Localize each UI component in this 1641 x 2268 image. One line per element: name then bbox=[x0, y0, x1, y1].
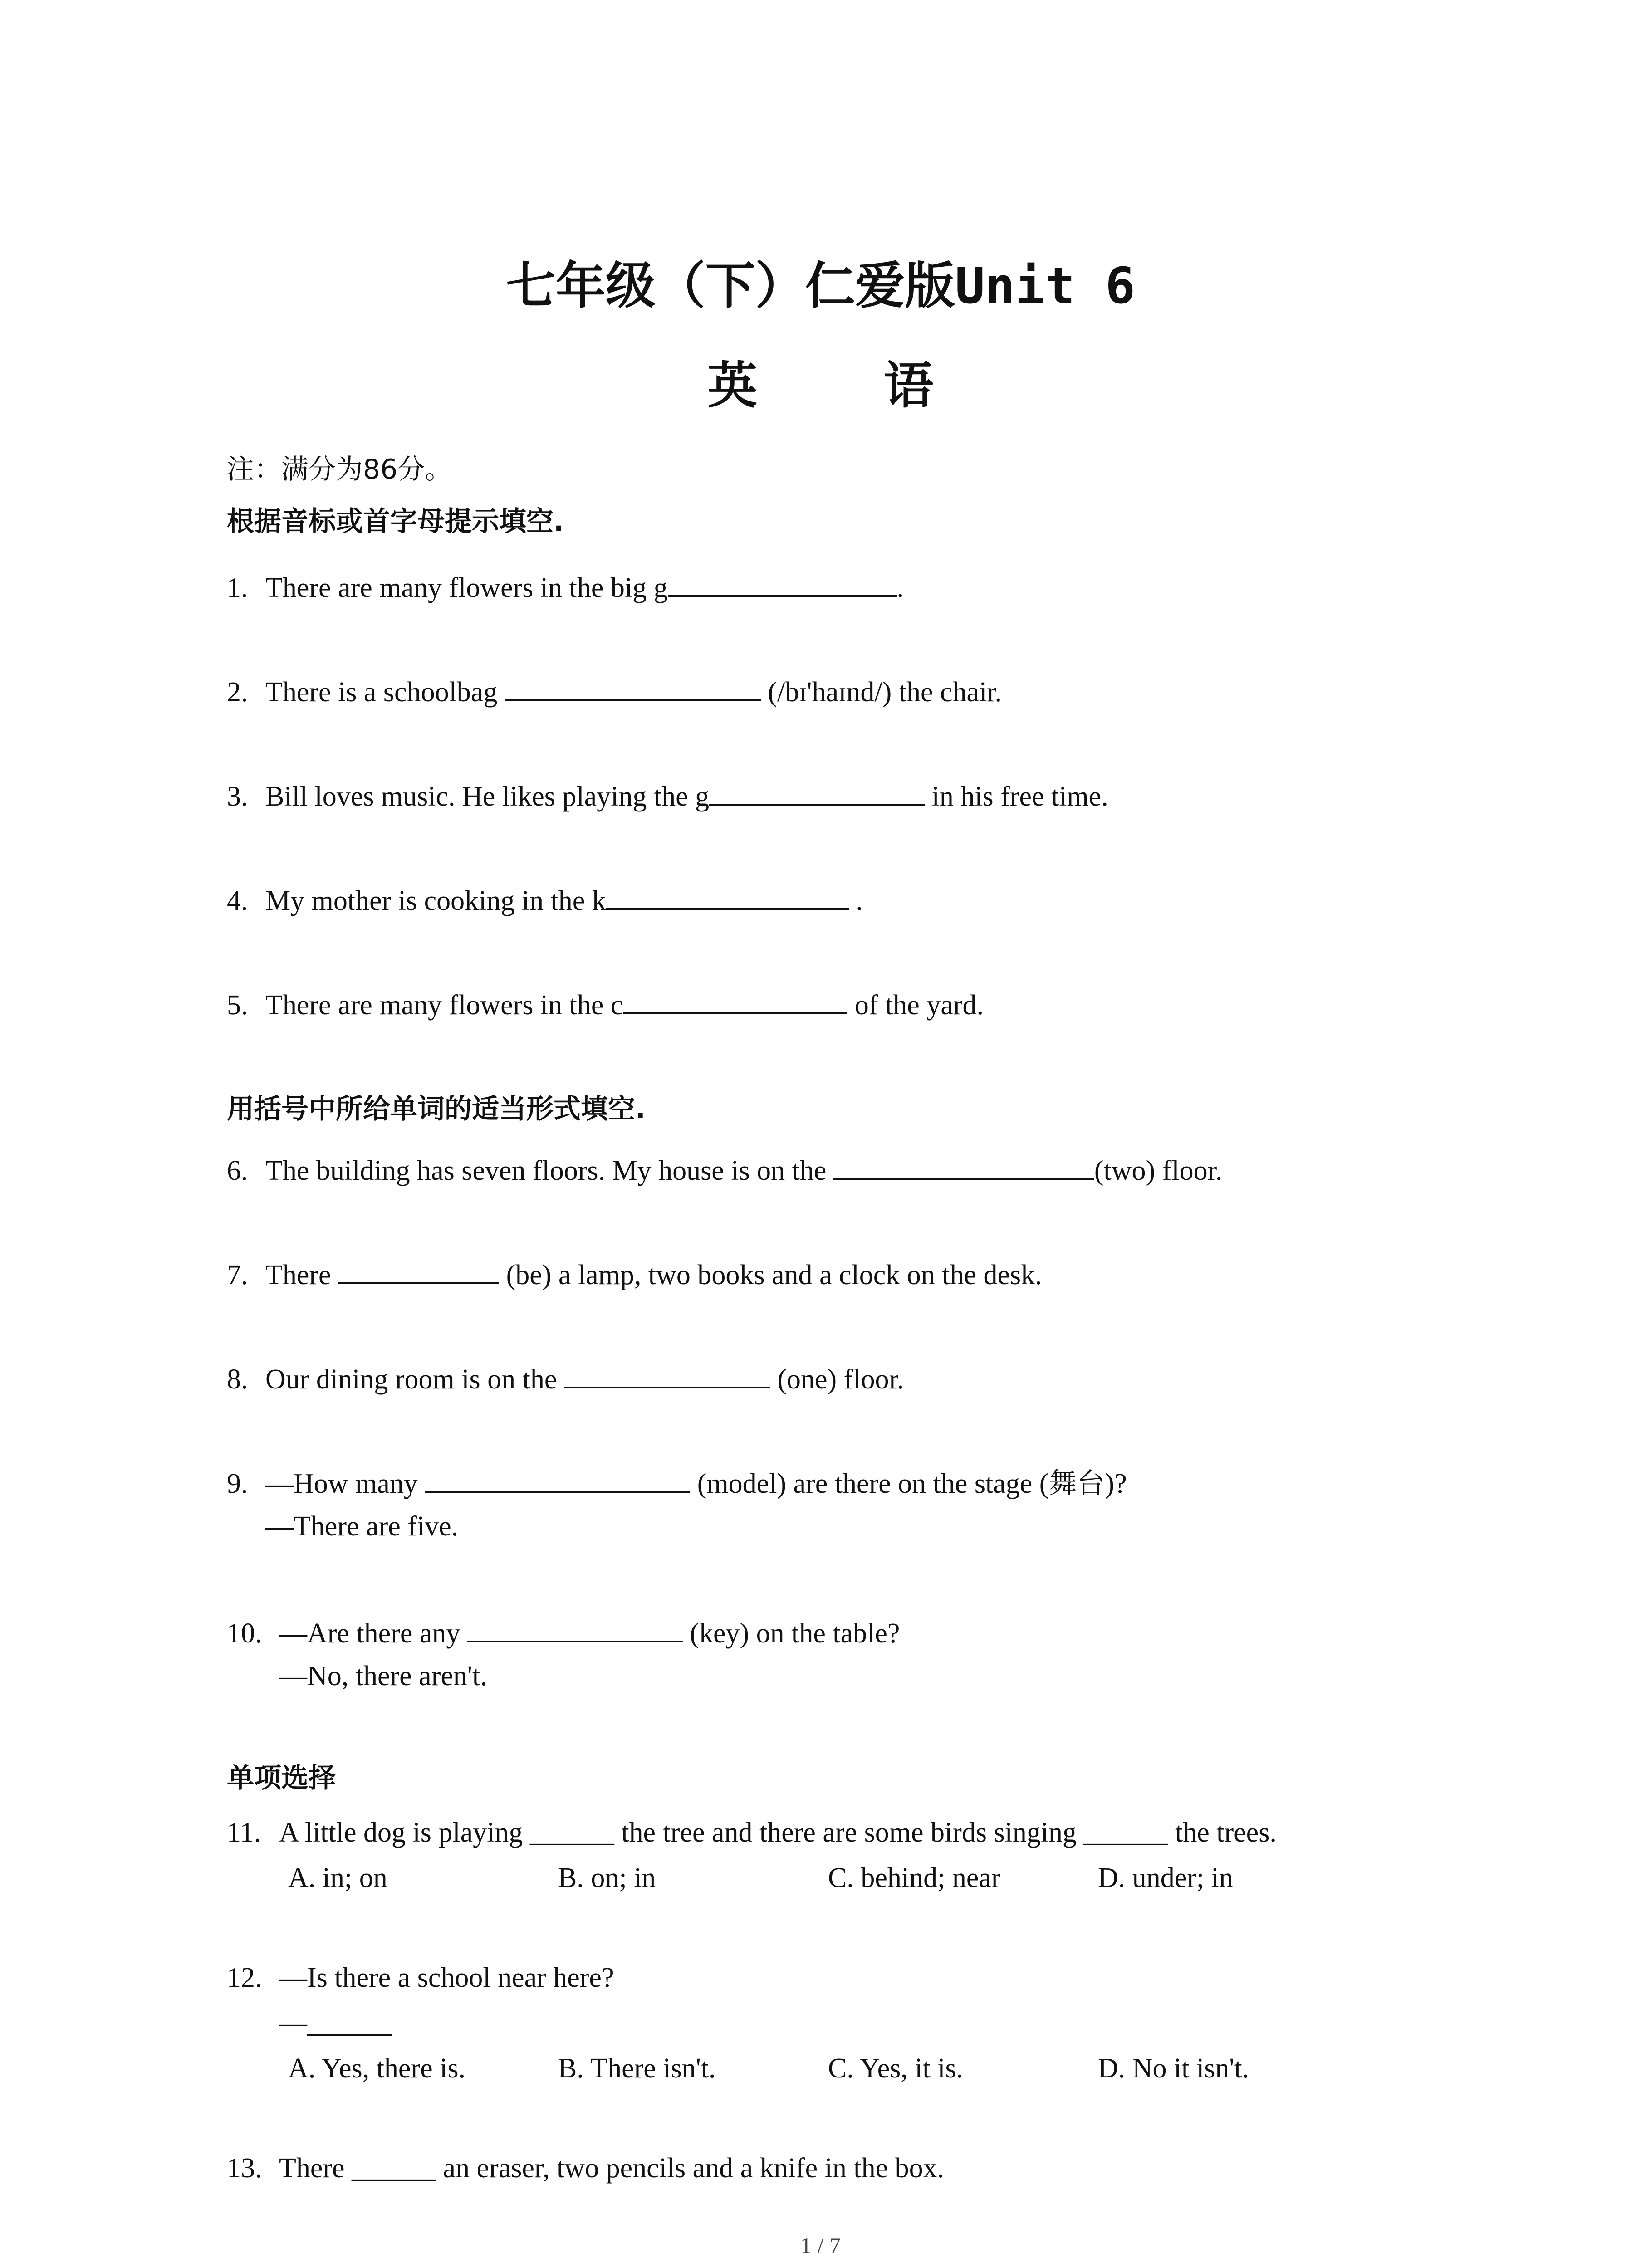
question-9 bbox=[227, 1463, 1127, 1502]
question-11 bbox=[227, 1814, 1277, 1851]
question-text-end: of the yard. bbox=[847, 990, 984, 1021]
question-text-end: in his free time. bbox=[925, 781, 1108, 812]
question-text-end: . bbox=[896, 572, 904, 603]
question-number: 1. bbox=[227, 572, 248, 603]
question-number: 13. bbox=[227, 2153, 262, 2184]
question-text: There are many flowers in the c bbox=[265, 990, 623, 1021]
question-13 bbox=[227, 2150, 944, 2186]
question-text-end: (one) floor. bbox=[770, 1364, 904, 1395]
question-4 bbox=[227, 880, 863, 919]
option-b[interactable]: B. on; in bbox=[558, 1862, 656, 1893]
subject-title: 英 语 bbox=[707, 357, 988, 415]
answer-blank[interactable] bbox=[833, 1150, 1094, 1180]
question-text: There bbox=[265, 1260, 338, 1290]
question-1 bbox=[227, 567, 904, 606]
option-a[interactable]: A. Yes, there is. bbox=[288, 2053, 465, 2084]
question-text: Our dining room is on the bbox=[265, 1364, 564, 1395]
question-number: 7. bbox=[227, 1260, 248, 1290]
question-number: 9. bbox=[227, 1468, 248, 1499]
question-text-end: (be) a lamp, two books and a clock on the desk. bbox=[499, 1260, 1042, 1290]
option-c[interactable]: C. Yes, it is. bbox=[828, 2053, 964, 2084]
question-text: My mother is cooking in the k bbox=[265, 885, 606, 916]
option-a[interactable]: A. in; on bbox=[288, 1862, 387, 1893]
answer-blank[interactable] bbox=[709, 776, 925, 806]
question-8 bbox=[227, 1359, 904, 1398]
question-text: There is a schoolbag bbox=[265, 677, 505, 708]
page-number: 1 / 7 bbox=[800, 2233, 841, 2258]
answer-blank[interactable] bbox=[467, 1613, 683, 1642]
answer-blank[interactable] bbox=[338, 1254, 499, 1284]
question-10 bbox=[227, 1613, 900, 1652]
question-6 bbox=[227, 1150, 1222, 1189]
question-5 bbox=[227, 984, 984, 1023]
answer-blank[interactable] bbox=[606, 880, 849, 910]
page-title: 七年级（下）仁爱版Unit 6 bbox=[505, 257, 1136, 315]
question-number: 4. bbox=[227, 885, 248, 916]
option-d[interactable]: D. under; in bbox=[1098, 1862, 1233, 1893]
question-12-answer-line: —______ bbox=[279, 2008, 392, 2038]
question-text: There ______ an eraser, two pencils and a knife in the box. bbox=[279, 2153, 945, 2184]
question-text-end: (/bɪ'haɪnd/) the chair. bbox=[760, 677, 1002, 708]
answer-blank[interactable] bbox=[564, 1359, 770, 1388]
question-9-answer-line: —There are five. bbox=[265, 1511, 459, 1542]
question-text: The building has seven floors. My house is on the bbox=[265, 1155, 833, 1186]
answer-blank[interactable] bbox=[425, 1463, 690, 1493]
question-number: 10. bbox=[227, 1618, 262, 1649]
option-d[interactable]: D. No it isn't. bbox=[1098, 2053, 1249, 2084]
question-text: —Are there any bbox=[279, 1618, 467, 1649]
question-text-end: (key) on the table? bbox=[682, 1618, 900, 1649]
question-text-end: . bbox=[848, 885, 863, 916]
question-text: Bill loves music. He likes playing the g bbox=[265, 781, 710, 812]
question-number: 5. bbox=[227, 990, 248, 1021]
question-number: 8. bbox=[227, 1364, 248, 1395]
score-note: 注：满分为86分。 bbox=[227, 454, 452, 485]
option-c[interactable]: C. behind; near bbox=[828, 1862, 1001, 1893]
question-number: 3. bbox=[227, 781, 248, 812]
question-text: —How many bbox=[265, 1468, 425, 1499]
question-7 bbox=[227, 1254, 1042, 1293]
section-heading-spelling: 根据音标或首字母提示填空. bbox=[227, 506, 564, 538]
answer-blank[interactable] bbox=[668, 567, 897, 597]
question-text: There are many flowers in the big g bbox=[265, 572, 668, 603]
question-text-end: (model) are there on the stage (舞台)? bbox=[690, 1468, 1127, 1499]
answer-blank[interactable] bbox=[505, 671, 761, 701]
question-text: —Is there a school near here? bbox=[279, 1962, 614, 1993]
question-3 bbox=[227, 776, 1108, 815]
question-number: 2. bbox=[227, 677, 248, 708]
section-heading-multiple-choice: 单项选择 bbox=[227, 1762, 336, 1794]
question-12 bbox=[227, 1960, 614, 1996]
question-text-end: (two) floor. bbox=[1094, 1155, 1223, 1186]
question-2 bbox=[227, 671, 1002, 710]
question-text: A little dog is playing ______ the tree and there are some birds singing ______ the trees. bbox=[279, 1817, 1277, 1848]
section-heading-word-forms: 用括号中所给单词的适当形式填空. bbox=[227, 1093, 646, 1125]
question-number: 12. bbox=[227, 1962, 262, 1993]
option-b[interactable]: B. There isn't. bbox=[558, 2053, 716, 2084]
question-10-answer-line: —No, there aren't. bbox=[279, 1661, 487, 1691]
question-number: 6. bbox=[227, 1155, 248, 1186]
question-number: 11. bbox=[227, 1817, 261, 1848]
answer-blank[interactable] bbox=[623, 984, 847, 1014]
